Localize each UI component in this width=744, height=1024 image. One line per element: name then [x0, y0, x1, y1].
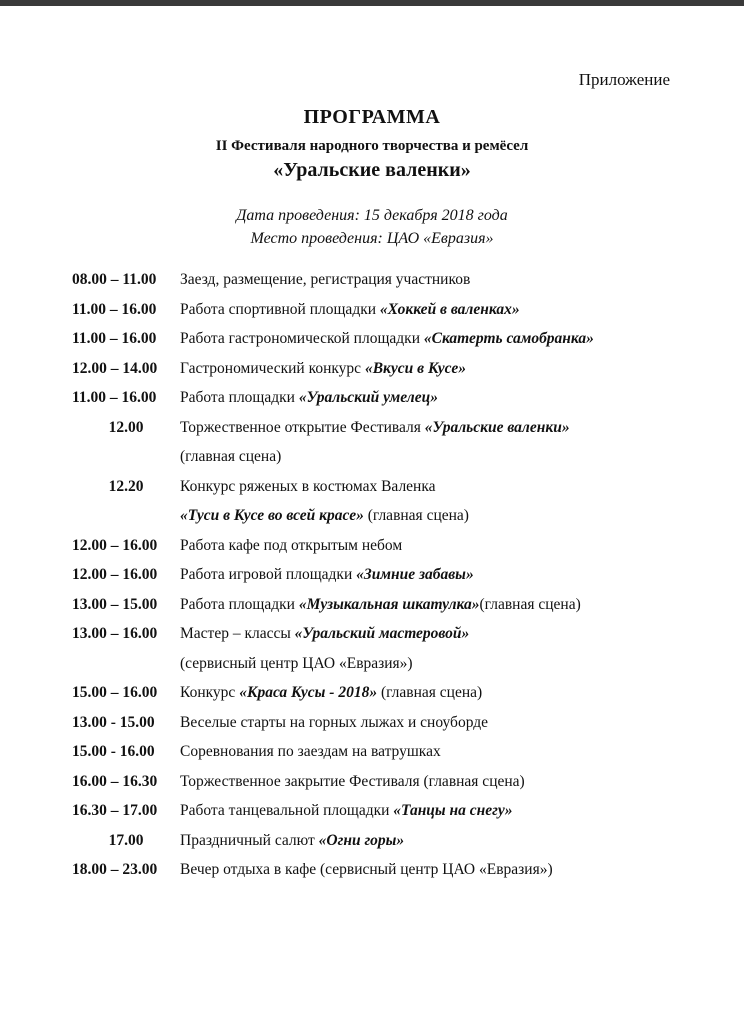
schedule-time: 11.00 – 16.00 [72, 389, 157, 406]
schedule-time: 18.00 – 23.00 [72, 861, 158, 878]
schedule-activity [180, 329, 594, 349]
schedule-table [72, 270, 692, 890]
event-date: Дата проведения: 15 декабря 2018 года [236, 207, 508, 224]
activity-highlight: «Уральский умелец» [298, 389, 438, 406]
schedule-time: 15.00 - 16.00 [72, 743, 155, 760]
schedule-row [72, 860, 692, 890]
activity-text: Работа игровой площадки [180, 566, 357, 583]
schedule-row [72, 713, 692, 743]
schedule-row [72, 300, 692, 330]
activity-text: Работа кафе под открытым небом [180, 536, 403, 554]
schedule-row [72, 565, 692, 595]
schedule-activity [180, 300, 520, 320]
activity-location: (главная сцена) [363, 507, 469, 524]
schedule-row [72, 329, 692, 359]
schedule-activity [180, 536, 402, 556]
schedule-time: 12.00 [108, 418, 144, 436]
schedule-activity [180, 654, 413, 674]
schedule-time: 13.00 - 15.00 [72, 713, 155, 731]
schedule-time: 17.00 [108, 831, 144, 849]
activity-highlight: «Уральский мастеровой» [294, 625, 470, 642]
schedule-activity [180, 565, 474, 585]
schedule-row [72, 772, 692, 802]
activity-highlight: «Вкуси в Кусе» [364, 359, 466, 377]
schedule-activity [180, 713, 488, 733]
schedule-time: 16.30 – 17.00 [72, 802, 158, 819]
schedule-row [72, 359, 692, 389]
schedule-row [72, 624, 692, 654]
schedule-row [72, 477, 692, 507]
schedule-activity [180, 801, 513, 821]
schedule-activity [180, 447, 281, 467]
activity-text: Гастрономический конкурс [180, 359, 365, 377]
schedule-activity [180, 831, 404, 851]
activity-text: Соревнования по заездам на ватрушках [180, 743, 441, 760]
schedule-time: 12.00 – 16.00 [72, 566, 158, 583]
activity-text: Торжественное закрытие Фестиваля (главная сцена) [180, 772, 525, 790]
schedule-activity [180, 270, 470, 290]
schedule-activity [180, 477, 436, 497]
schedule-activity [180, 772, 525, 792]
activity-highlight: «Хоккей в валенках» [379, 300, 520, 318]
schedule-row [72, 447, 692, 477]
schedule-row [72, 595, 692, 625]
schedule-row [72, 270, 692, 300]
schedule-activity [180, 860, 553, 880]
activity-text: Веселые старты на горных лыжах и сноуборде [180, 713, 489, 731]
activity-highlight: «Туси в Кусе во всей красе» [180, 507, 364, 524]
activity-highlight: «Огни горы» [318, 831, 405, 849]
activity-text: Заезд, размещение, регистрация участников [180, 271, 471, 288]
activity-text: (главная сцена) [180, 448, 282, 465]
schedule-row [72, 683, 692, 713]
schedule-time: 12.00 – 16.00 [72, 536, 158, 554]
schedule-activity [180, 742, 441, 762]
activity-highlight: «Музыкальная шкатулка» [298, 595, 480, 613]
schedule-activity [180, 359, 466, 379]
schedule-row [72, 388, 692, 418]
activity-text: (сервисный центр ЦАО «Евразия») [180, 654, 413, 672]
schedule-time: 08.00 – 11.00 [72, 271, 157, 288]
activity-text: Работа гастрономической площадки [180, 330, 424, 347]
activity-location: (главная сцена) [479, 595, 581, 613]
schedule-row [72, 801, 692, 831]
activity-highlight: «Зимние забавы» [356, 566, 474, 583]
schedule-activity [180, 683, 482, 703]
activity-highlight: «Танцы на снегу» [393, 802, 513, 819]
activity-location: (главная сцена) [377, 684, 483, 701]
activity-text: Конкурс ряженых в костюмах Валенка [180, 477, 436, 495]
schedule-time: 12.00 – 14.00 [72, 359, 158, 377]
program-title: ПРОГРАММА [303, 106, 441, 128]
schedule-activity [180, 595, 581, 615]
schedule-time: 16.00 – 16.30 [72, 772, 158, 790]
event-place: Место проведения: ЦАО «Евразия» [250, 230, 494, 247]
schedule-time: 11.00 – 16.00 [72, 300, 157, 318]
schedule-row [72, 831, 692, 861]
activity-text: Работа площадки [180, 595, 299, 613]
schedule-activity [180, 506, 469, 526]
activity-text: Работа площадки [180, 389, 299, 406]
activity-highlight: «Уральские валенки» [424, 418, 570, 436]
activity-text: Мастер – классы [180, 625, 295, 642]
schedule-activity [180, 624, 469, 644]
activity-text: Конкурс [180, 684, 240, 701]
schedule-activity [180, 418, 570, 438]
schedule-row [72, 654, 692, 684]
schedule-row [72, 742, 692, 772]
schedule-time: 15.00 – 16.00 [72, 684, 158, 701]
schedule-time: 13.00 – 16.00 [72, 625, 158, 642]
activity-text: Торжественное открытие Фестиваля [180, 418, 425, 436]
activity-text: Вечер отдыха в кафе (сервисный центр ЦАО «Евразия») [180, 861, 553, 878]
festival-name: «Уральские валенки» [273, 159, 471, 181]
schedule-row [72, 418, 692, 448]
activity-highlight: «Скатерть самобранка» [423, 330, 594, 347]
schedule-time: 12.20 [108, 477, 144, 495]
activity-text: Работа танцевальной площадки [180, 802, 394, 819]
schedule-time: 11.00 – 16.00 [72, 330, 157, 347]
activity-text: Праздничный салют [180, 831, 319, 849]
program-subtitle: II Фестиваля народного творчества и ремёсел [215, 138, 529, 154]
schedule-activity [180, 388, 438, 408]
activity-highlight: «Краса Кусы - 2018» [239, 684, 378, 701]
scan-edge [0, 0, 744, 6]
appendix-label: Приложение [578, 70, 670, 89]
schedule-row [72, 536, 692, 566]
schedule-row [72, 506, 692, 536]
schedule-time: 13.00 – 15.00 [72, 595, 158, 613]
activity-text: Работа спортивной площадки [180, 300, 380, 318]
